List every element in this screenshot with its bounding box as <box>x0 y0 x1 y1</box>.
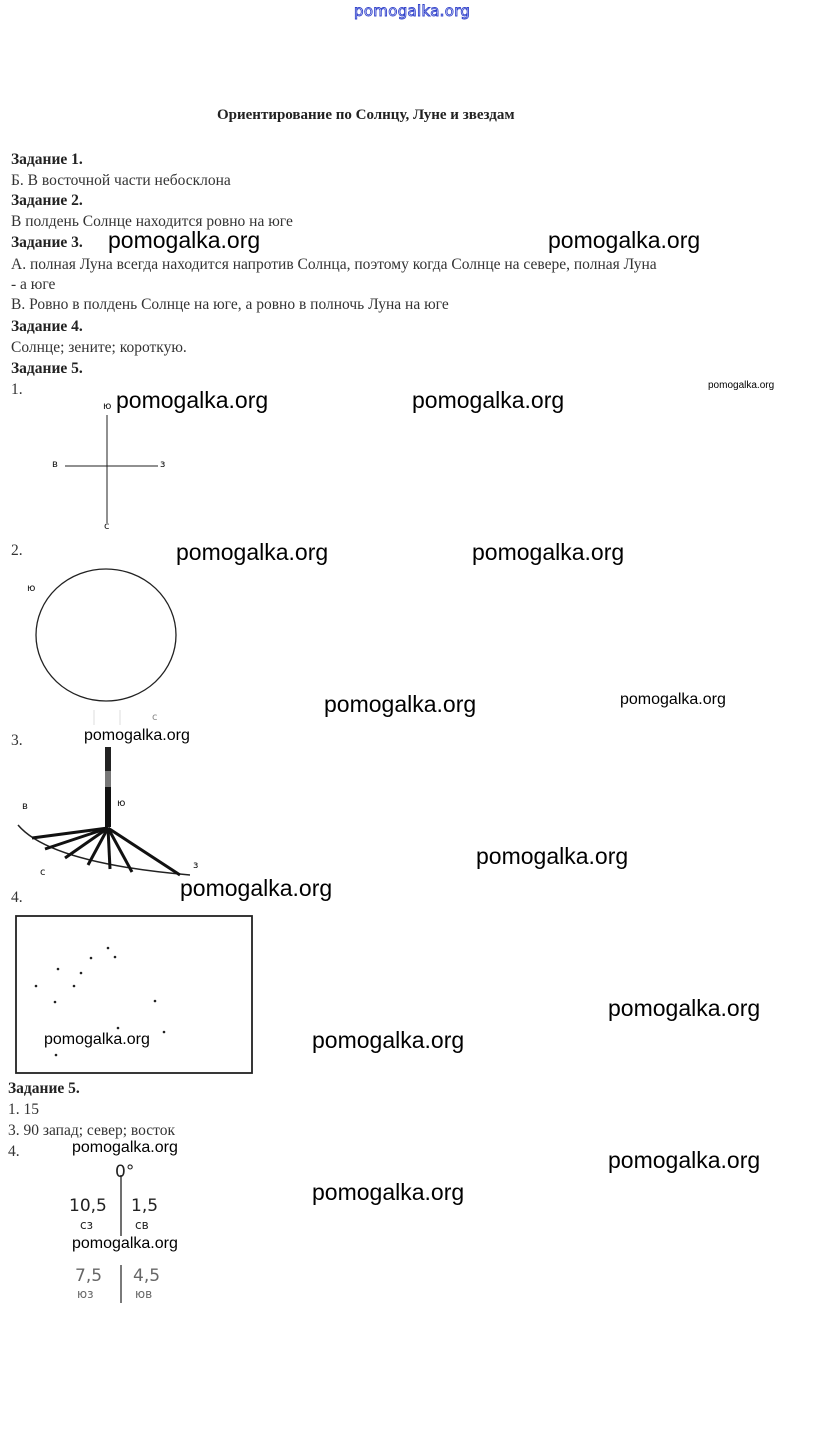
item-number-1: 1. <box>11 381 23 398</box>
compass-zero: 0° <box>115 1162 135 1182</box>
watermark: pomogalka.org <box>108 227 261 253</box>
watermark: pomogalka.org <box>180 875 333 901</box>
item-number-3: 3. <box>11 732 23 749</box>
watermark: pomogalka.org <box>608 995 761 1021</box>
item-number-4: 4. <box>11 889 23 906</box>
compass-ne-value: 1,5 <box>131 1196 159 1216</box>
watermark: pomogalka.org <box>44 1031 150 1048</box>
compass-ne-label: св <box>135 1218 149 1232</box>
task-3-answer-a-cont: - а юге <box>11 276 56 293</box>
watermark: pomogalka.org <box>608 1147 761 1173</box>
watermark: pomogalka.org <box>72 1139 178 1156</box>
watermark: pomogalka.org <box>72 1235 178 1252</box>
watermark: pomogalka.org <box>116 387 269 413</box>
compass-nw-value: 10,5 <box>69 1196 107 1216</box>
page-title: Ориентирование по Солнцу, Луне и звездам <box>217 107 515 123</box>
task-1-header: Задание 1. <box>11 151 83 168</box>
watermark: pomogalka.org <box>708 380 775 391</box>
watermark: pomogalka.org <box>312 1027 465 1053</box>
watermark: pomogalka.org <box>312 1179 465 1205</box>
task-5b-line-3: 3. 90 запад; север; восток <box>8 1122 175 1139</box>
task-3-answer-b: В. Ровно в полдень Солнце на юге, а ровно в полночь Луна на юге <box>11 296 449 313</box>
compass-se-value: 4,5 <box>133 1266 161 1286</box>
task-3-header: Задание 3. <box>11 234 83 251</box>
task-5-header: Задание 5. <box>11 360 83 377</box>
watermark: pomogalka.org <box>84 727 190 744</box>
watermark: pomogalka.org <box>476 843 629 869</box>
task-5b-line-4: 4. <box>8 1143 20 1160</box>
fig3-label-v: в <box>22 801 28 812</box>
task-5b-line-1: 1. 15 <box>8 1101 39 1118</box>
fig3-label-s: с <box>40 867 46 878</box>
task-5b-header: Задание 5. <box>8 1080 80 1097</box>
fig3-label-yu: ю <box>117 798 126 809</box>
top-watermark: pomogalka.org <box>354 2 471 20</box>
task-2-answer: В полдень Солнце находится ровно на юге <box>11 213 293 230</box>
task-3-answer-a: А. полная Луна всегда находится напротив Солнца, поэтому когда Солнце на севере, полная Луна <box>11 256 657 273</box>
task-1-answer: Б. В восточной части небосклона <box>11 172 231 189</box>
task-4-header: Задание 4. <box>11 318 83 335</box>
fig3-label-z: з <box>193 860 199 871</box>
compass-nw-label: сз <box>80 1218 93 1232</box>
watermark: pomogalka.org <box>412 387 565 413</box>
figure-cross-diagram <box>40 395 190 540</box>
compass-se-label: юв <box>135 1287 153 1301</box>
watermark: pomogalka.org <box>324 691 477 717</box>
watermark: pomogalka.org <box>620 691 726 708</box>
fig1-label-top: ю <box>103 401 112 412</box>
task-2-header: Задание 2. <box>11 192 83 209</box>
fig2-label-bottom: с <box>152 712 158 723</box>
figure-circle-diagram <box>25 560 195 730</box>
fig2-label-top: ю <box>27 583 36 594</box>
item-number-2: 2. <box>11 542 23 559</box>
figure-sun-path-diagram <box>10 745 210 885</box>
watermark: pomogalka.org <box>472 539 625 565</box>
compass-sw-label: юз <box>77 1287 94 1301</box>
watermark: pomogalka.org <box>176 539 329 565</box>
watermark: pomogalka.org <box>548 227 701 253</box>
task-4-answer: Солнце; зените; короткую. <box>11 339 187 356</box>
figure-star-chart <box>14 914 256 1076</box>
fig1-label-right: з <box>160 459 166 470</box>
compass-sw-value: 7,5 <box>75 1266 103 1286</box>
fig1-label-bottom: с <box>104 521 110 532</box>
fig1-label-left: в <box>52 459 58 470</box>
